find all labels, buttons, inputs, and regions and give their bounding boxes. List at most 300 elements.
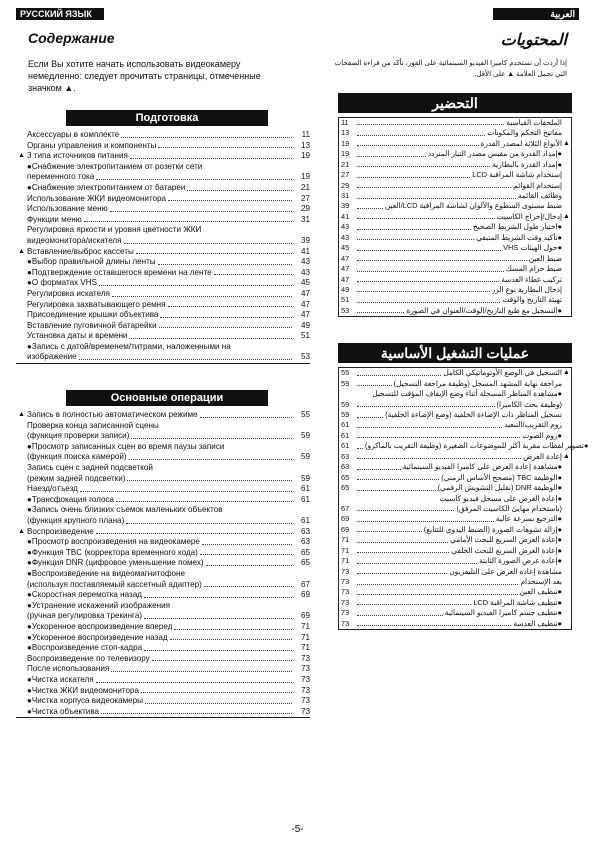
toc-entry [339, 421, 571, 431]
toc-entry [16, 664, 310, 675]
dot-leader [357, 156, 426, 157]
toc-entry [339, 431, 571, 441]
toc-entry [339, 243, 571, 253]
toc-entry [339, 118, 571, 128]
toc-entry-label: ضبط حزام المسك [505, 264, 562, 274]
toc-entry-page: 71 [341, 556, 350, 566]
toc-entry-page: 73 [300, 706, 310, 716]
dot-leader [174, 629, 292, 630]
dot-leader [357, 542, 448, 543]
dot-leader [110, 211, 292, 212]
toc-entry-label: ●Чистка ЖКИ видеомонитора [27, 685, 140, 695]
dot-leader [357, 385, 392, 386]
dot-leader [80, 491, 292, 492]
toc-entry-page: 65 [300, 547, 310, 557]
toc-entry-label: Регулировка искателя [27, 288, 110, 298]
toc-entry [16, 257, 310, 268]
section-header: عمليات التشغيل الأساسية [338, 343, 572, 363]
toc-entry-page: 63 [300, 526, 310, 536]
dot-leader [357, 458, 521, 459]
toc-entry-page: 69 [341, 524, 350, 534]
dot-leader [357, 531, 422, 532]
dot-leader [357, 260, 527, 261]
toc-entry-label: ●اختيار طول الشريط الصحيح [472, 222, 562, 232]
toc-entry [16, 611, 310, 622]
toc-entry [16, 151, 310, 162]
toc-entry [16, 300, 310, 311]
toc-entry [16, 321, 310, 332]
section-entries [338, 367, 589, 630]
toc-entry [16, 548, 310, 559]
toc-entry-page: 43 [341, 232, 350, 242]
toc-entry-label: ●زوم الصوت [522, 430, 562, 440]
toc-entry-label: ضبط مستوى السطوع والألوان لشاشة المراقبة LCD/العين [384, 201, 562, 211]
toc-entry [339, 233, 571, 243]
dot-leader [170, 639, 292, 640]
toc-entry-label: (функция поиска камерой) [27, 452, 127, 462]
toc-entry-label: ●تنظيف العين [519, 587, 562, 597]
toc-entry-page: 45 [300, 278, 310, 288]
toc-entry [339, 504, 571, 514]
toc-entry [16, 495, 310, 506]
toc-entry-page: 47 [341, 274, 350, 284]
dot-leader [357, 291, 490, 292]
toc-entry-label: ●إعادة العرض السريع للبحث الخلفي [451, 545, 562, 555]
toc-entry-label: переменного тока [27, 172, 95, 182]
toc-entry [339, 483, 571, 493]
toc-entry [16, 352, 310, 363]
priority-marker: ▲ [18, 247, 25, 255]
toc-entry [16, 601, 310, 612]
toc-entry-label: تسجيل المناظر ذات الإضاءة الخلفية (وضع الإضاءة الخلفية) [385, 410, 562, 420]
toc-entry [339, 139, 571, 149]
dot-leader [206, 565, 292, 566]
toc-entry-page: 51 [300, 331, 310, 341]
toc-entry-label: ●إعادة العرض على مسجل فيديو كاسيت [439, 493, 562, 503]
toc-entry-label: مراجعة نهاية المشهد المسجل (وظيفة مراجعة التسجيل) [393, 378, 562, 388]
toc-entry-page: 61 [300, 494, 310, 504]
toc-entry [339, 400, 571, 410]
dot-leader [187, 190, 292, 191]
toc-entry-label: ●Просмотр воспроизведения на видеокамере [27, 537, 200, 547]
toc-entry-label: ●التسجيل مع طبع التاريخ/الوقت/العنوان في الصورة [406, 305, 562, 315]
toc-entry-page: 61 [300, 516, 310, 525]
toc-entry-label: ●الوظيفة TBC (مصحح الأساس الزمني) [441, 472, 562, 482]
toc-entry [16, 527, 310, 538]
toc-entry [16, 675, 310, 686]
toc-entry-label: ●Запись очень близких съемок маленьких объектов [27, 505, 223, 515]
toc-entry-label: ●الوظيفة DNR (تقليل التشويش الرقمي) [437, 483, 562, 493]
toc-entry [16, 686, 310, 697]
toc-entry [16, 225, 310, 236]
toc-entry-page: 49 [300, 320, 310, 330]
toc-entry [16, 590, 310, 601]
dot-leader [144, 650, 292, 651]
toc-entry [339, 441, 589, 451]
dot-leader [96, 179, 292, 180]
dot-leader [357, 615, 443, 616]
dot-leader [144, 597, 292, 598]
toc-entry-page: 67 [341, 503, 350, 513]
toc-entry-label: Использование ЖКИ видеомонитора [27, 193, 167, 203]
toc-entry [16, 310, 310, 321]
toc-entry-label: الأنواع الثلاثة لمصدر القدرة [480, 138, 562, 148]
dot-leader [357, 490, 436, 491]
toc-entry [16, 278, 310, 289]
toc-entry-label: ●تنظيف العدسة [513, 618, 562, 628]
toc-entry-page: 27 [300, 193, 310, 203]
toc-entry [339, 598, 571, 608]
toc-entry [16, 707, 310, 718]
toc-entry-label: Использование меню [27, 204, 108, 214]
page-title-arabic: المحتويات [500, 32, 567, 49]
toc-column-russian [16, 110, 310, 718]
toc-entry-page: 19 [341, 138, 350, 148]
toc-entry [339, 608, 571, 618]
dot-leader [129, 338, 292, 339]
toc-entry [339, 546, 571, 556]
toc-entry [339, 473, 571, 483]
toc-entry-label: Регулировка захватывающего ремня [27, 299, 166, 309]
toc-entry-page: 71 [341, 535, 350, 545]
dot-leader [96, 533, 292, 534]
toc-entry-label: إستخدام القوائم [513, 180, 562, 190]
dot-leader [357, 198, 516, 199]
toc-entry-label: ●Подтверждение оставшегося времени на ленте [27, 267, 212, 277]
toc-entry-page: 59 [300, 452, 310, 462]
toc-entry-page: 59 [341, 410, 350, 420]
dot-leader [96, 682, 292, 683]
toc-entry-page: 71 [300, 643, 310, 653]
toc-entry-page: 61 [341, 430, 350, 440]
toc-entry-page: 69 [300, 611, 310, 621]
toc-entry-label: (функция крупного плана) [27, 516, 125, 525]
dot-leader [357, 187, 511, 188]
toc-entry-page: 47 [300, 288, 310, 298]
language-tag-russian: РУССКИЙ ЯЗЫК [16, 8, 104, 20]
toc-entry [16, 130, 310, 141]
dot-leader [202, 544, 292, 545]
dot-leader [130, 158, 292, 159]
toc-entry-label: (وظيفة بحث الكاميرا) [496, 399, 562, 409]
toc-entry-label: ●Ускоренное воспроизведение назад [27, 632, 168, 642]
toc-entry-label: إدخال البطارية نوع الزر [491, 284, 562, 294]
toc-entry-label: بعد الإستخدام [520, 577, 562, 587]
toc-entry [339, 202, 571, 212]
dot-leader [357, 375, 441, 376]
toc-entry-page: 51 [341, 295, 350, 305]
toc-entry [16, 431, 310, 442]
dot-leader [136, 253, 292, 254]
toc-entry-page: 59 [341, 399, 350, 409]
dot-leader [168, 306, 293, 307]
toc-entry-page: 71 [341, 545, 350, 555]
toc-entry [339, 494, 571, 504]
toc-entry-page: 73 [300, 685, 310, 695]
toc-entry [16, 442, 310, 453]
toc-entry-page: 73 [300, 664, 310, 674]
toc-entry [16, 484, 310, 495]
toc-entry [339, 191, 571, 201]
toc-entry [16, 162, 310, 173]
toc-entry-page: 71 [300, 632, 310, 642]
section-gap [338, 317, 572, 343]
toc-entry [16, 474, 310, 485]
toc-entry-label: ضبط العين [528, 253, 562, 263]
toc-entry [16, 643, 310, 654]
toc-entry-label: Воспроизведение по телевизору [27, 653, 150, 663]
toc-entry-page: 19 [341, 149, 350, 159]
toc-entry [339, 295, 571, 305]
toc-entry-label: ●Запись с датой/временем/титрами, наложенными на [27, 341, 231, 351]
toc-entry [16, 236, 310, 247]
priority-marker: ▲ [18, 152, 25, 160]
dot-leader [357, 406, 495, 407]
toc-entry-label: ●Функция DNR (цифровое уменьшение помех) [27, 558, 204, 568]
dot-leader [357, 594, 518, 595]
toc-entry [339, 588, 571, 598]
toc-entry-label: ●О форматах VHS [27, 278, 98, 288]
dot-leader [357, 271, 504, 272]
toc-entry-page: 73 [341, 618, 350, 628]
dot-leader [99, 285, 292, 286]
toc-entry-label: تركيب غطاء العدسة [501, 274, 562, 284]
toc-entry-label: Вставление пуговичной батарейки [27, 320, 157, 330]
dot-leader [357, 573, 447, 574]
dot-leader [357, 145, 479, 146]
toc-entry [16, 696, 310, 707]
toc-entry [339, 452, 571, 462]
toc-entry-label: مفاتيح التحكم والمكونات [487, 128, 562, 138]
toc-entry-page: 21 [300, 182, 310, 192]
toc-entry-label: ●إمداد القدرة من مقبس مصدر التيار المتردد [427, 149, 562, 159]
toc-entry-page: 55 [300, 410, 310, 420]
toc-entry-page: 19 [300, 172, 310, 182]
section-entries [16, 410, 310, 718]
toc-entry-label: ●Ускоренное воспроизведение вперед [27, 621, 173, 631]
toc-entry-page: 29 [300, 204, 310, 214]
toc-entry-label: ●Устранение искажений изображения [27, 600, 170, 610]
toc-entry-page: 61 [341, 441, 350, 451]
page-title-russian: Содержание [28, 30, 115, 46]
section-header: Основные операции [66, 390, 268, 406]
toc-entry-page: 39 [341, 201, 350, 211]
toc-entry-label: ●Выбор правильной длины ленты [27, 257, 156, 267]
toc-entry [339, 254, 571, 264]
toc-entry-label: (باستخدام مهايئ الكاسيت المرفق) [456, 503, 562, 513]
dot-leader [200, 554, 292, 555]
toc-entry-page: 65 [341, 472, 350, 482]
toc-entry [339, 149, 571, 159]
dot-leader [84, 221, 292, 222]
dot-leader [79, 359, 292, 360]
toc-entry-label: ●تنظيف شاشة المراقبة LCD [473, 597, 562, 607]
dot-leader [357, 302, 500, 303]
dot-leader [357, 552, 449, 553]
toc-entry-label: ●Просмотр записанных сцен во время паузы записи [27, 441, 225, 451]
toc-entry-label: Аксессуары в комплекте [27, 130, 120, 139]
toc-entry-label: ●Чистка искателя [27, 674, 94, 684]
toc-entry-label: ●Функция TBC (корректора временного кода) [27, 547, 198, 557]
dot-leader [357, 479, 439, 480]
toc-entry [16, 247, 310, 258]
toc-entry-label: ●Скоростная перемотка назад [27, 590, 142, 600]
toc-entry [16, 452, 310, 463]
toc-entry-label: ●Трансфокация голоса [27, 494, 115, 504]
priority-marker: ▲ [563, 452, 570, 460]
toc-entry-page: 63 [300, 537, 310, 547]
toc-entry-label: (режим задней подсветки) [27, 473, 126, 483]
toc-entry-page: 65 [341, 483, 350, 493]
toc-entry-label: ●Снабжение электропитанием от батареи [27, 182, 186, 192]
toc-entry [16, 633, 310, 644]
dot-leader [145, 703, 292, 704]
dot-leader [357, 124, 504, 125]
toc-entry-label: إستخدام شاشة المراقبة LCD [472, 170, 562, 180]
toc-entry-label: изображение [27, 352, 77, 362]
toc-entry-label: ●إزالة تشوهات الصورة (الضبط اليدوي للتتابع) [423, 524, 562, 534]
toc-entry-label: ●الترجيع بسرعة عالية [495, 514, 562, 524]
toc-entry [339, 306, 571, 316]
dot-leader [131, 438, 292, 439]
toc-entry-label: Функции меню [27, 214, 82, 224]
section-entries [16, 130, 310, 364]
toc-entry-label: Органы управления и компоненты [27, 140, 157, 150]
dot-leader [111, 671, 292, 672]
dot-leader [127, 480, 292, 481]
toc-entry [339, 462, 571, 472]
toc-entry-page: 13 [300, 140, 310, 150]
toc-entry-page: 43 [341, 222, 350, 232]
toc-entry [339, 368, 571, 378]
toc-entry-label: ●Снабжение электропитанием от розетки сети [27, 161, 203, 171]
toc-entry [16, 172, 310, 183]
toc-entry-page: 73 [341, 587, 350, 597]
toc-entry [16, 194, 310, 205]
toc-entry-label: ●تأكيد وقت الشريط المتبقي [476, 232, 562, 242]
toc-entry-page: 65 [300, 558, 310, 568]
dot-leader [357, 239, 474, 240]
dot-leader [357, 417, 383, 418]
toc-entry-label: مشاهدة إعادة العرض على التليفزيون [449, 566, 562, 576]
toc-entry-page: 31 [341, 191, 350, 201]
toc-entry [339, 275, 571, 285]
toc-entry-page: 43 [300, 267, 310, 277]
toc-entry-page: 69 [341, 514, 350, 524]
toc-entry-label: تهيئة التاريخ والوقت [502, 295, 562, 305]
priority-marker: ▲ [563, 212, 570, 220]
toc-entry-label: ●إعادة العرض السريع للبحث الأمامي [450, 535, 562, 545]
toc-entry [339, 128, 571, 138]
dot-leader [112, 296, 292, 297]
toc-entry-page: 47 [300, 310, 310, 320]
toc-entry-label: ●مشاهدة إعادة العرض على كاميرا الفيديو السينمائية [402, 462, 562, 472]
dot-leader [126, 523, 292, 524]
toc-entry-label: видеомонитора/искателя [27, 235, 122, 245]
toc-entry-page: 73 [341, 597, 350, 607]
toc-entry-label: وظائف القائمة [517, 191, 562, 201]
toc-entry [339, 264, 571, 274]
toc-entry [16, 463, 310, 474]
toc-entry [16, 204, 310, 215]
toc-entry-page: 69 [300, 590, 310, 600]
dot-leader [158, 147, 292, 148]
toc-entry [16, 558, 310, 569]
toc-entry [16, 215, 310, 226]
toc-entry [16, 183, 310, 194]
toc-entry-label: ●Чистка корпуса видеокамеры [27, 696, 143, 706]
toc-entry-label: ●مشاهدة المناظر المسجلة أثناء وضع الإيقاف المؤقت للتسجيل [372, 389, 562, 399]
toc-entry-label: ●تصوير لقطات مقربة أكثر للموضوعات الصغيرة (وظيفة التقريب بالماكرو) [365, 441, 589, 451]
toc-entry [16, 516, 310, 527]
toc-entry-label: ●Чистка объектива [27, 706, 100, 716]
dot-leader [214, 274, 292, 275]
toc-entry [339, 535, 571, 545]
toc-entry-page: 53 [341, 305, 350, 315]
dot-leader [357, 166, 490, 167]
dot-leader [204, 586, 292, 587]
toc-entry-page: 73 [300, 674, 310, 684]
toc-entry [16, 410, 310, 421]
toc-entry [16, 505, 310, 516]
toc-entry-page: 73 [341, 608, 350, 618]
toc-entry-label: Наезд/отъезд [27, 484, 78, 494]
toc-entry-page: 63 [341, 462, 350, 472]
toc-entry [16, 289, 310, 300]
toc-entry-page: 59 [341, 378, 350, 388]
dot-leader [357, 281, 499, 282]
toc-entry-page: 59 [300, 431, 310, 441]
toc-entry [339, 160, 571, 170]
toc-entry-page: 13 [341, 128, 350, 138]
toc-entry [339, 170, 571, 180]
dot-leader [159, 327, 292, 328]
toc-entry-page: 61 [300, 484, 310, 494]
dot-leader [357, 448, 363, 449]
toc-entry-page: 55 [341, 368, 350, 378]
toc-entry-label: (функция проверки записи) [27, 431, 130, 441]
toc-entry [16, 654, 310, 665]
dot-leader [357, 437, 520, 438]
priority-marker: ▲ [563, 369, 570, 377]
dot-leader [357, 521, 494, 522]
toc-entry-label: إدخال/إخراج الكاسيت [496, 211, 562, 221]
toc-entry [339, 222, 571, 232]
toc-entry-label: Запись сцен с задней подсветкой [27, 463, 153, 473]
section-header: Подготовка [66, 110, 268, 126]
toc-entry-label: إعادة العرض [523, 451, 562, 461]
toc-entry-page: 29 [341, 180, 350, 190]
page-number: -5- [291, 824, 304, 835]
toc-entry-label: 3 типа источников питания [27, 151, 128, 161]
toc-entry-page: 71 [300, 621, 310, 631]
dot-leader [144, 618, 292, 619]
toc-entry-page: 63 [341, 451, 350, 461]
toc-entry [339, 212, 571, 222]
toc-entry-page: 11 [301, 130, 310, 139]
dot-leader [158, 264, 292, 265]
dot-leader [121, 137, 292, 138]
toc-column-arabic [338, 93, 589, 630]
dot-leader [357, 604, 471, 605]
dot-leader [129, 459, 292, 460]
toc-entry-label: ●Воспроизведение стоп-кадра [27, 643, 143, 653]
toc-entry-page: 67 [300, 579, 310, 589]
toc-entry-label: ●Воспроизведение на видеомагнитофоне [27, 568, 185, 578]
toc-entry-page: 73 [341, 566, 350, 576]
dot-leader [160, 317, 292, 318]
toc-entry-page: 19 [300, 151, 310, 161]
